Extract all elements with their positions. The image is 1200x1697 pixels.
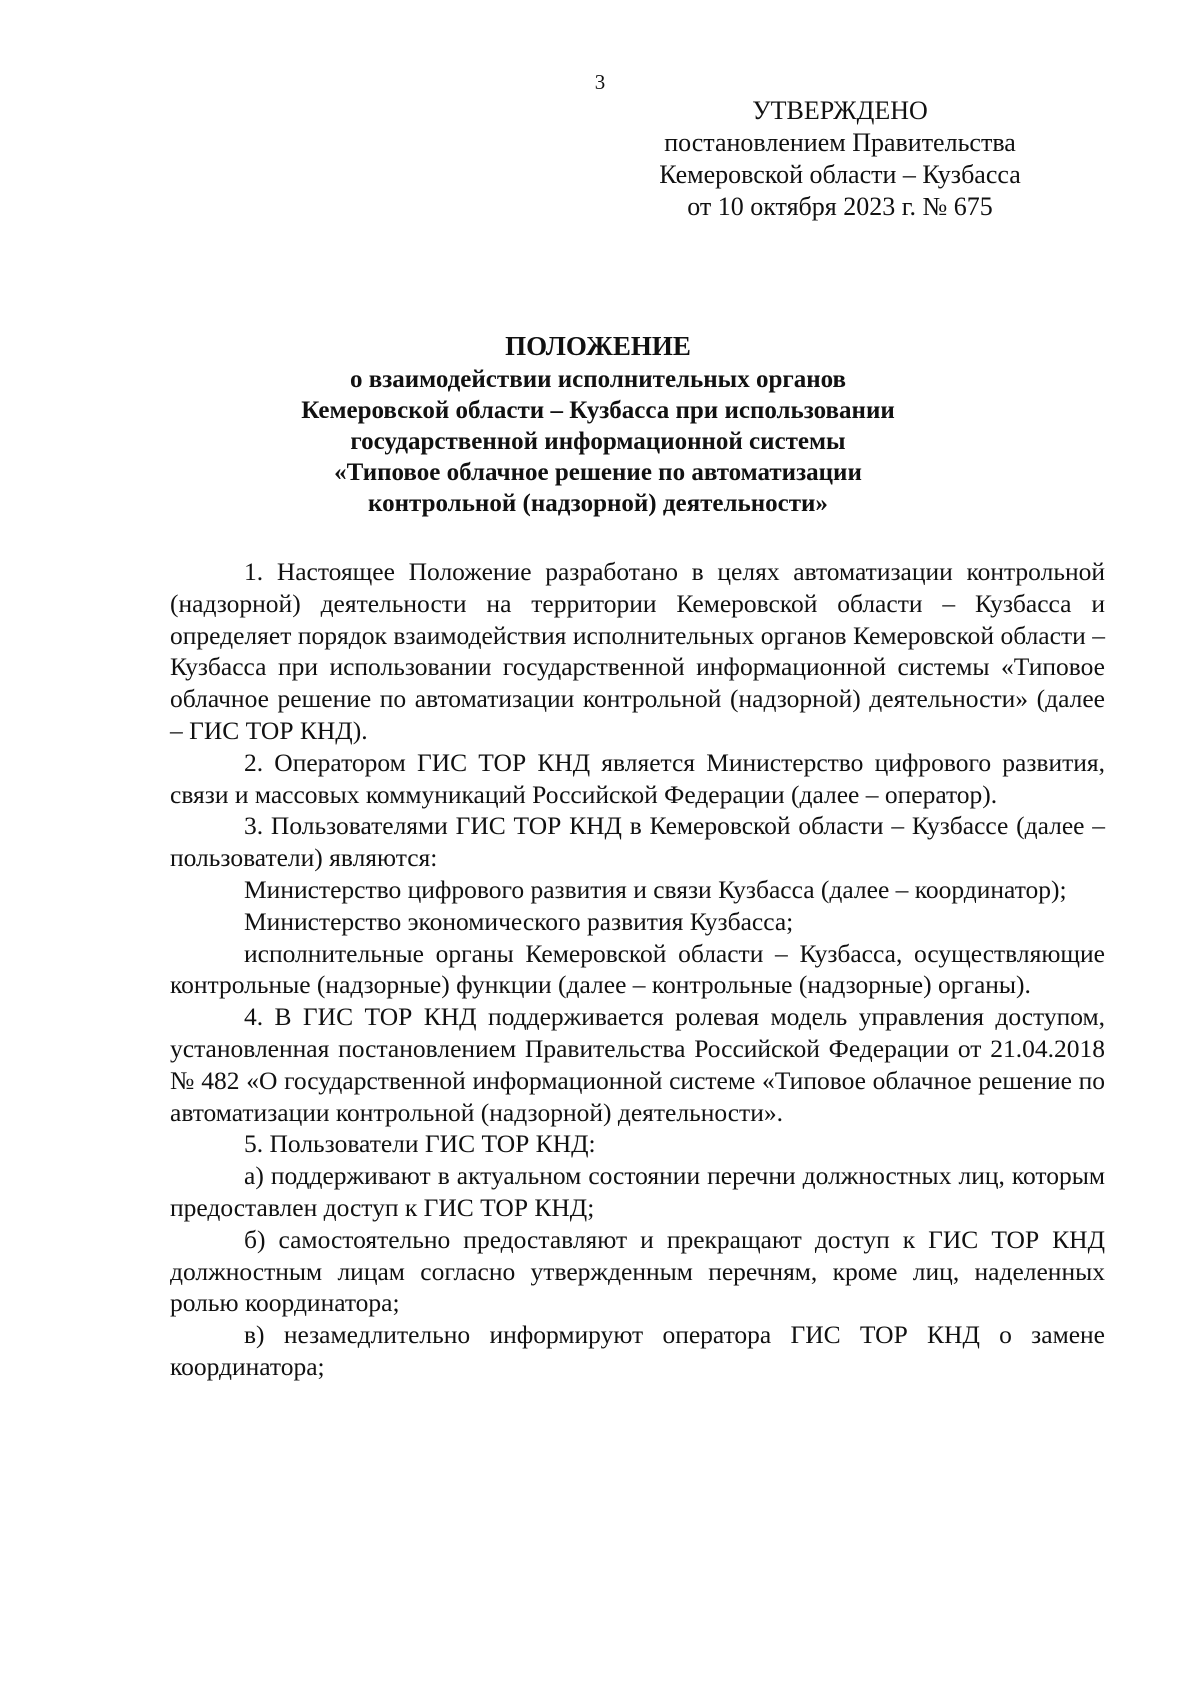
approval-stamp-block bbox=[620, 95, 1060, 223]
paragraph-1: 1. Настоящее Положение разработано в целях автоматизации контрольной (надзорной) деятельности на территории Кемеровской области – Кузбасса и определяет порядок взаимодействия исполнительных органов Кемеровской области – Кузбасса при использовании государственной информационной системы «Типовое облачное решение по автоматизации контрольной (надзорной) деятельности» (далее – ГИС ТОР КНД). bbox=[170, 557, 1105, 745]
paragraph-5-item-c: в) незамедлительно информируют оператора ГИС ТОР КНД о замене координатора; bbox=[170, 1320, 1105, 1381]
paragraph-5-item-a: а) поддерживают в актуальном состоянии перечни должностных лиц, которым предоставлен доступ к ГИС ТОР КНД; bbox=[170, 1161, 1105, 1222]
title-line: о взаимодействии исполнительных органов bbox=[349, 366, 846, 393]
paragraph-2: 2. Оператором ГИС ТОР КНД является Министерство цифрового развития, связи и массовых коммуникаций Российской Федерации (далее – оператор). bbox=[170, 747, 1105, 809]
page-number: 3 bbox=[594, 70, 606, 94]
paragraph-5: 5. Пользователи ГИС ТОР КНД: bbox=[244, 1129, 596, 1159]
approval-line: Кемеровской области – Кузбасса bbox=[659, 160, 1021, 189]
title-line: Кемеровской области – Кузбасса при использовании bbox=[301, 397, 895, 424]
paragraph-3-item-control-bodies: исполнительные органы Кемеровской области – Кузбасса, осуществляющие контрольные (надзорные) функции (далее – контрольные (надзорные) органы). bbox=[170, 938, 1105, 1000]
paragraph-3-item-coordinator: Министерство цифрового развития и связи Кузбасса (далее – координатор); bbox=[244, 874, 1067, 904]
document-body bbox=[170, 556, 1105, 1383]
title-line: государственной информационной системы bbox=[350, 428, 846, 455]
title-line: «Типовое облачное решение по автоматизации bbox=[334, 459, 862, 486]
title-line: контрольной (надзорной) деятельности» bbox=[368, 490, 828, 517]
paragraph-3-item-economy: Министерство экономического развития Кузбасса; bbox=[244, 906, 794, 936]
approval-line: постановлением Правительства bbox=[664, 128, 1016, 157]
document-title bbox=[160, 328, 1036, 519]
title-main: ПОЛОЖЕНИЕ bbox=[505, 331, 691, 361]
approval-heading: УТВЕРЖДЕНО bbox=[752, 96, 928, 125]
paragraph-3: 3. Пользователями ГИС ТОР КНД в Кемеровской области – Кузбассе (далее – пользователи) являются: bbox=[170, 811, 1105, 873]
paragraph-5-item-b: б) самостоятельно предоставляют и прекращают доступ к ГИС ТОР КНД должностным лицам согласно утвержденным перечням, кроме лиц, наделенных ролью координатора; bbox=[170, 1224, 1105, 1318]
approval-date-number: от 10 октября 2023 г. № 675 bbox=[687, 192, 993, 221]
paragraph-4: 4. В ГИС ТОР КНД поддерживается ролевая модель управления доступом, установленная постановлением Правительства Российской Федерации от 21.04.2018 № 482 «О государственной информационной системе «Типовое облачное решение по автоматизации контрольной (надзорной) деятельности». bbox=[170, 1002, 1105, 1127]
